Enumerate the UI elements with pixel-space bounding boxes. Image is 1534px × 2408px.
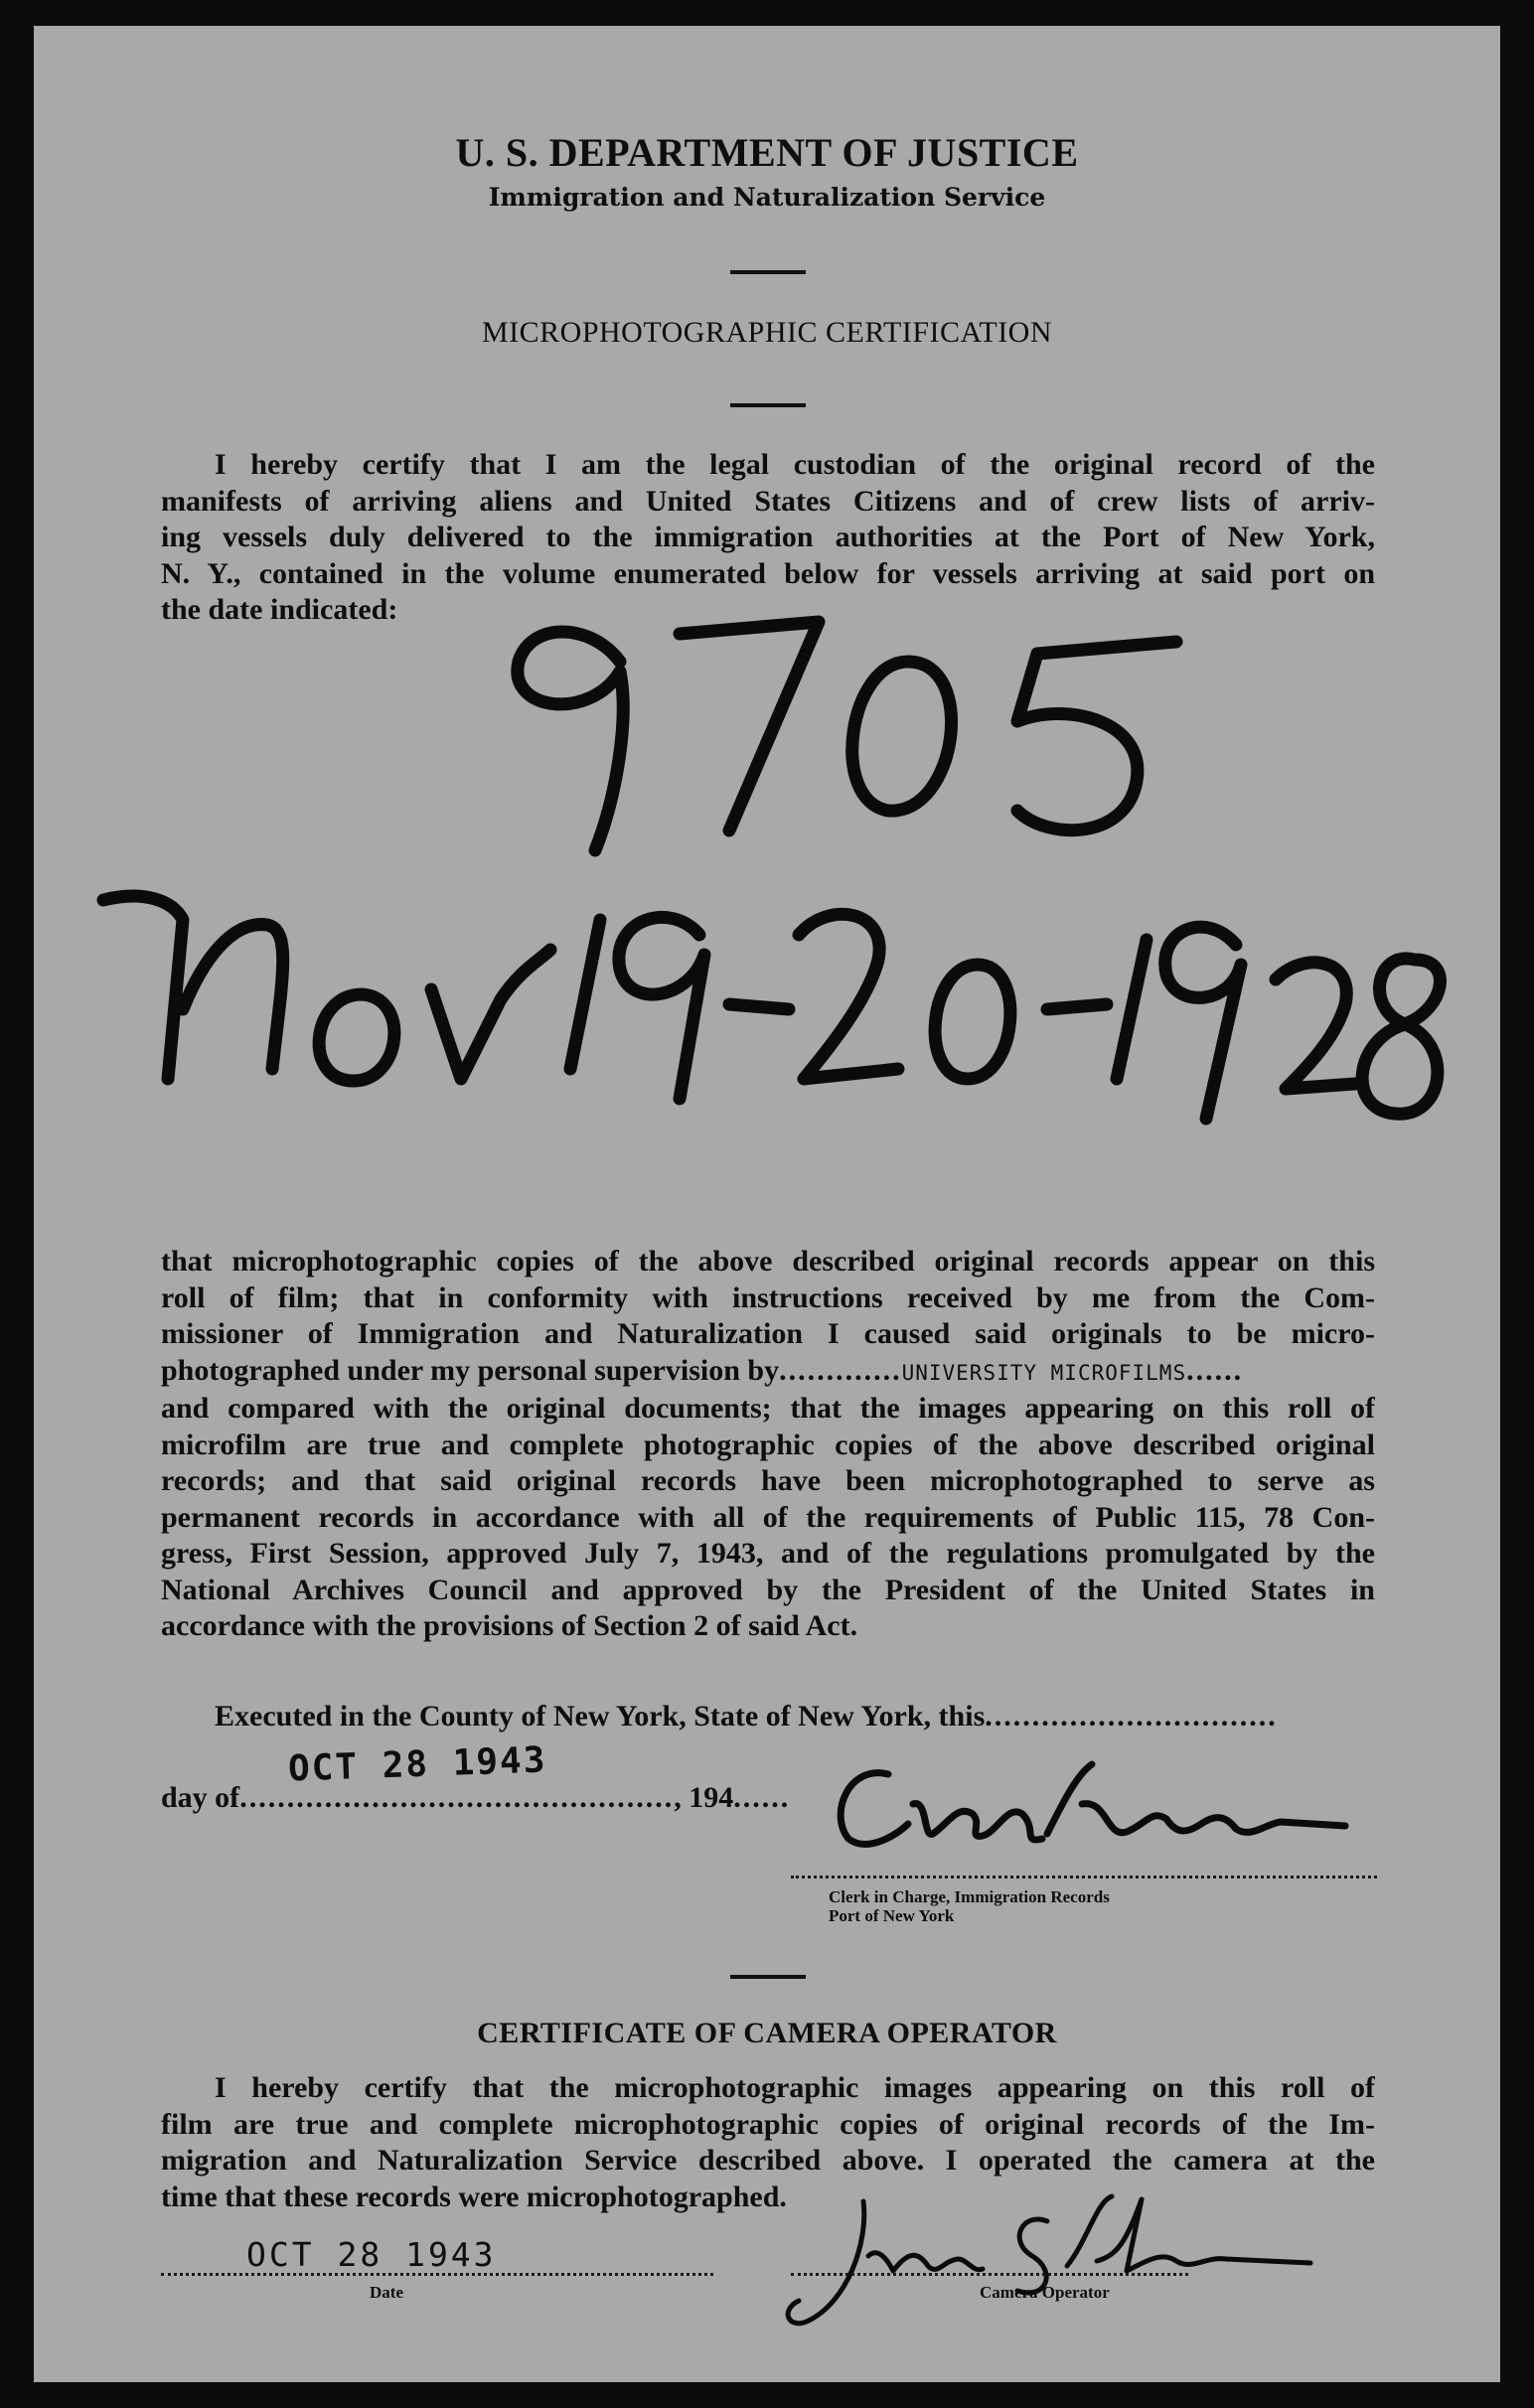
handwritten-volume-and-dates xyxy=(34,26,1500,1218)
day-of-block xyxy=(161,1780,797,1817)
clerk-title xyxy=(829,1887,1110,1925)
intro-line: I hereby certify that I am the legal custodian of the original record of the xyxy=(215,448,1375,481)
body-line: roll of film; that in conformity with instructions received by me from the Com- xyxy=(161,1280,1375,1314)
body-line: permanent records in accordance with all of the requirements of Public 115, 78 Con- xyxy=(161,1500,1375,1534)
body-line: accordance with the provisions of Section 2 of said Act. xyxy=(161,1609,858,1642)
clerk-signature xyxy=(809,1744,1365,1874)
agency-title: U. S. DEPARTMENT OF JUSTICE xyxy=(455,130,1079,175)
intro-line: manifests of arriving aliens and United States Citizens and of crew lists of arriv- xyxy=(161,484,1375,518)
camera-line: migration and Naturalization Service described above. I operated the camera at the xyxy=(161,2144,1375,2177)
clerk-title-line1: Clerk in Charge, Immigration Records xyxy=(829,1887,1110,1906)
executed-line: Executed in the County of New York, State of New York, this............................... xyxy=(215,1700,1278,1732)
intro-line: ing vessels duly delivered to the immigration authorities at the Port of New York, xyxy=(161,521,1375,553)
day-of-line: day of.............................................., 194...... xyxy=(161,1781,791,1814)
clerk-signature-line xyxy=(791,1876,1377,1879)
camera-date-value: OCT 28 1943 xyxy=(246,2235,497,2274)
camera-line: I hereby certify that the microphotographic images appearing on this roll of xyxy=(215,2071,1375,2104)
camera-line: film are true and complete microphotographic copies of original records of the Im- xyxy=(161,2107,1375,2141)
certificate-page xyxy=(34,26,1500,2382)
intro-line: the date indicated: xyxy=(161,593,398,626)
body-paragraph xyxy=(161,1244,1375,1645)
day-of-label: day of xyxy=(161,1781,240,1814)
clerk-title-line2: Port of New York xyxy=(829,1906,955,1925)
executed-text: Executed in the County of New York, State of New York, this xyxy=(215,1700,986,1732)
supervision-line: photographed under my personal supervision by.............UNIVERSITY MICROFILMS...... xyxy=(161,1353,1244,1387)
divider-rule xyxy=(730,1975,806,1979)
intro-line: N. Y., contained in the volume enumerated below for vessels arriving at said port on xyxy=(161,556,1375,590)
body-line: gress, First Session, approved July 7, 1943, and of the regulations promulgated by the xyxy=(161,1537,1375,1570)
body-line: missioner of Immigration and Naturalization I caused said originals to be micro- xyxy=(161,1317,1375,1350)
body-line: microfilm are true and complete photographic copies of the above described original xyxy=(161,1428,1375,1461)
supervision-prefix: photographed under my personal supervision by xyxy=(161,1353,780,1387)
year-prefix: , 194 xyxy=(674,1781,734,1814)
body-line: records; and that said original records have been microphotographed to serve as xyxy=(161,1464,1375,1497)
service-subtitle: Immigration and Naturalization Service xyxy=(488,183,1046,212)
camera-operator-heading: CERTIFICATE OF CAMERA OPERATOR xyxy=(477,2017,1057,2049)
camera-operator-label: Camera Operator xyxy=(980,2283,1110,2302)
camera-operator-signature xyxy=(769,2182,1325,2340)
body-line: and compared with the original documents; that the images appearing on this roll of xyxy=(161,1392,1375,1425)
date-line xyxy=(161,2273,713,2276)
body-line: that microphotographic copies of the above described original records appear on this xyxy=(161,1245,1375,1278)
camera-operator-line xyxy=(791,2273,1188,2276)
certification-heading: MICROPHOTOGRAPHIC CERTIFICATION xyxy=(481,316,1053,349)
camera-line: time that these records were microphotographed. xyxy=(161,2180,787,2213)
date-stamp: OCT 28 1943 xyxy=(287,1739,548,1790)
typed-company-name: UNIVERSITY MICROFILMS xyxy=(901,1360,1187,1385)
executed-block xyxy=(161,1699,1375,1735)
date-label: Date xyxy=(370,2283,403,2302)
body-line: National Archives Council and approved by the President of the United States in xyxy=(161,1573,1375,1606)
